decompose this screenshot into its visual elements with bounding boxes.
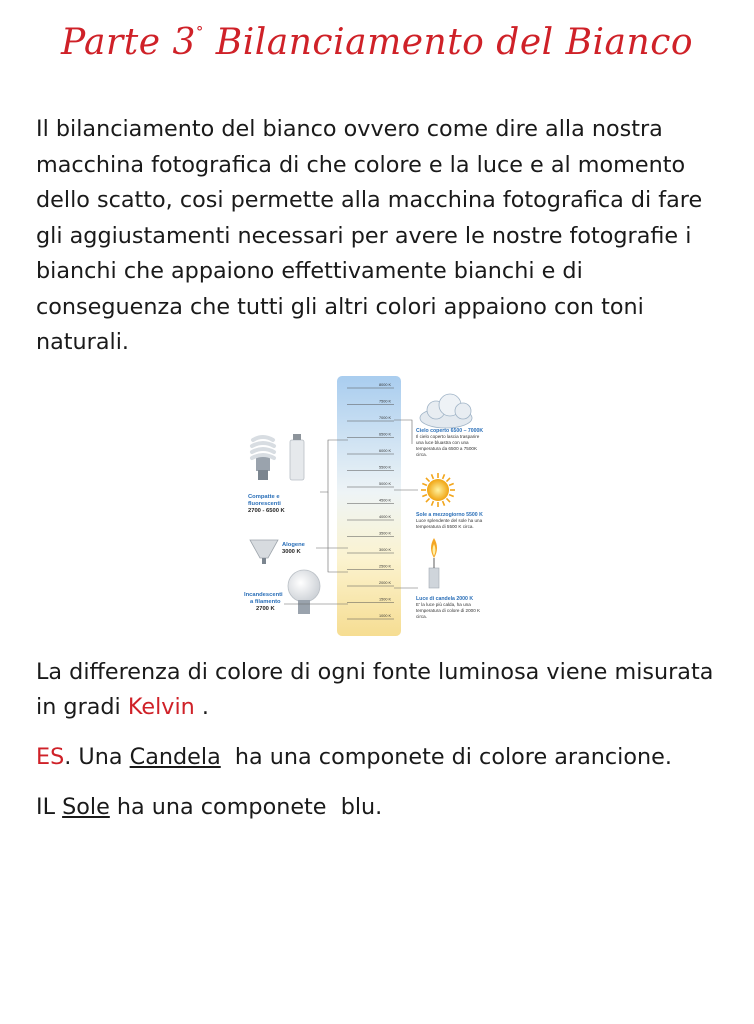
sun-line1: Sole a mezzogiorno 5500 K <box>416 512 483 518</box>
label-incandescenti <box>244 592 283 612</box>
sun-ray <box>426 498 430 502</box>
scale-label: 2500 K <box>379 564 392 569</box>
cfl-bulb-icon <box>252 437 274 480</box>
sun-ray <box>446 498 450 502</box>
compatte-line2: fluorescenti <box>248 501 281 507</box>
compatte-line3: 2700 - 6500 K <box>248 508 285 514</box>
cloud-line1: Cielo coperto 6500 – 7000K <box>416 428 484 434</box>
label-compatte <box>248 494 286 514</box>
es-label: ES <box>36 744 65 770</box>
sole-word: Sole <box>62 794 110 820</box>
sun-disc <box>427 479 449 501</box>
kelvin-word: Kelvin <box>127 694 195 720</box>
sun-ray <box>443 501 445 506</box>
label-candle <box>416 596 481 619</box>
incandescenti-line1: Incandescenti <box>244 592 283 598</box>
scale-label: 7000 K <box>379 416 392 420</box>
title-text: Bilanciamento del Bianco <box>203 22 694 63</box>
candle-icon <box>429 538 439 588</box>
candela-paragraph <box>36 740 736 775</box>
scale-label: 5500 K <box>379 465 392 470</box>
scale-label: 3000 K <box>379 548 392 552</box>
label-sun <box>416 512 483 529</box>
sole-text-1: IL <box>36 794 63 820</box>
incandescent-bulb-icon <box>288 570 320 614</box>
sun-ray <box>449 495 454 497</box>
incandescenti-line3: 2700 K <box>256 606 275 612</box>
intro-paragraph: Il bilanciamento del bianco ovvero come dire alla nostra macchina fotografica di che colore e la luce e al momento dello scatto, cosi permette alla macchina fotografica di fare gli aggiustamenti necessari per avere le nostre fotografie i bianchi che appaiono effettivamente bianchi e di conseguenza che tutti gli altri colori appaiono con toni naturali. <box>36 116 703 355</box>
title-part: Parte 3 <box>60 22 196 63</box>
sun-ray <box>426 478 430 482</box>
title-degree: ° <box>195 23 204 41</box>
sun-ray <box>422 495 427 497</box>
page-title <box>0 22 754 63</box>
scale-label: 6500 K <box>379 432 392 437</box>
scale-label: 2000 K <box>379 581 392 585</box>
alogene-line2: 3000 K <box>282 549 301 555</box>
scale-label: 4000 K <box>379 515 392 519</box>
candela-text-1: . Una <box>64 744 130 770</box>
scale-label: 5000 K <box>379 482 392 486</box>
kelvin-paragraph <box>36 655 736 725</box>
scale-label: 3500 K <box>379 531 392 536</box>
sun-ray <box>431 474 433 479</box>
candle-line2: E' la luce più calda, ha una <box>416 602 471 607</box>
scale-label: 1000 K <box>379 614 392 618</box>
label-alogene <box>282 542 306 555</box>
label-cloud <box>416 428 483 457</box>
sun-line3: temperatura di 5500 K circa. <box>416 524 474 529</box>
scale-label: 1500 K <box>379 597 392 602</box>
sole-paragraph <box>36 790 736 825</box>
fluorescent-tube-icon <box>290 434 304 480</box>
color-temperature-figure <box>236 372 520 642</box>
kelvin-end: . <box>194 694 209 720</box>
candela-word: Candela <box>129 744 221 770</box>
sun-ray <box>449 483 454 485</box>
scale-label: 8000 K <box>379 383 392 387</box>
candle-line4: circa. <box>416 614 427 619</box>
cloud-line5: circa. <box>416 452 427 457</box>
sun-ray <box>446 478 450 482</box>
sun-ray <box>443 474 445 479</box>
temperature-scale-bar <box>337 376 401 636</box>
scale-label: 6000 K <box>379 449 392 453</box>
scale-label: 4500 K <box>379 498 392 503</box>
compatte-line1: Compatte e <box>248 494 280 500</box>
cloud-icon <box>420 394 472 428</box>
candle-line3: temperatura di colore di 2000 K <box>416 608 481 613</box>
candela-text-2: ha una componete di colore arancione. <box>220 744 672 770</box>
halogen-bulb-icon <box>250 540 278 564</box>
sun-ray <box>431 501 433 506</box>
alogene-line1: Alogene <box>282 542 305 548</box>
cloud-line2: Il cielo coperto lascia trasparire <box>416 434 480 439</box>
sole-text-2: ha una componete blu. <box>109 794 383 820</box>
candle-line1: Luce di candela 2000 K <box>416 596 474 602</box>
cloud-line4: temperatura da 6500 a 7500K <box>416 446 478 451</box>
kelvin-scale-illustration <box>236 372 520 642</box>
scale-label: 7500 K <box>379 399 392 404</box>
sun-ray <box>422 483 427 485</box>
kelvin-text: La differenza di colore di ogni fonte luminosa viene misurata in gradi <box>36 659 714 720</box>
sun-line2: Luce splendente del sole ha una <box>416 518 483 523</box>
incandescenti-line2: a filamento <box>250 599 281 605</box>
cloud-line3: una luce bluastra con una <box>416 440 469 445</box>
